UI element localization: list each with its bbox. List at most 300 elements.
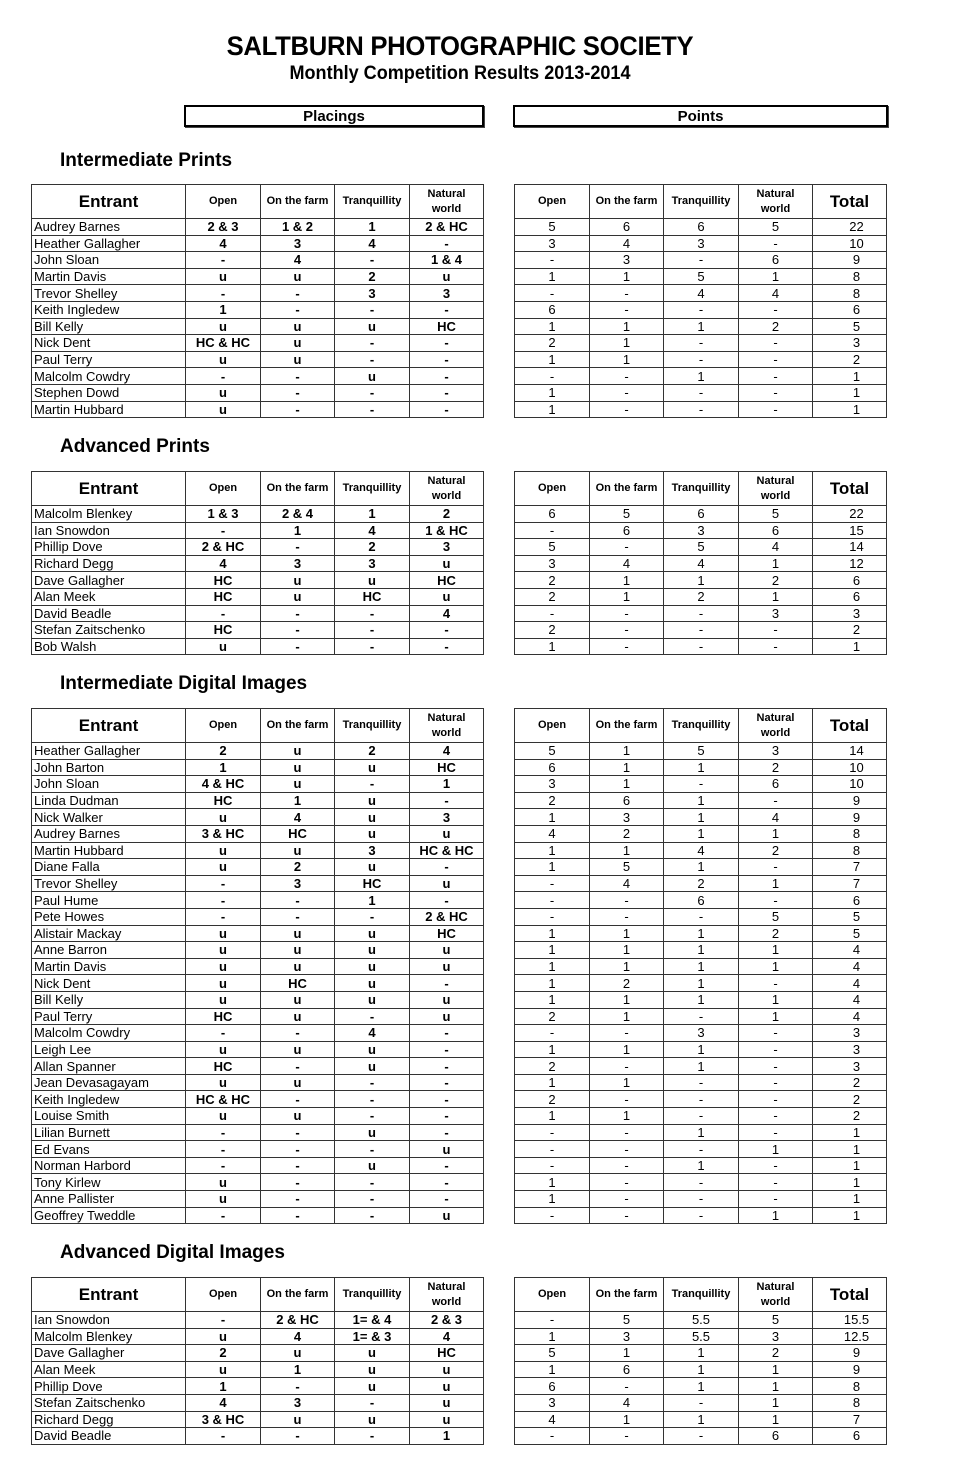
table-row — [32, 958, 484, 975]
placing-cell: - — [261, 892, 335, 909]
points-cell: 3 — [515, 235, 590, 252]
points-cell: 5 — [515, 219, 590, 236]
placing-cell: - — [410, 235, 484, 252]
table-row — [515, 1041, 887, 1058]
table-row — [32, 1191, 484, 1208]
entrant-name: Louise Smith — [32, 1108, 186, 1125]
table-row — [515, 743, 887, 760]
table-row — [515, 268, 887, 285]
table-row — [32, 875, 484, 892]
points-cell: 4 — [590, 1394, 664, 1411]
points-cell: 1 — [515, 859, 590, 876]
points-cell: - — [739, 384, 813, 401]
table-row — [32, 285, 484, 302]
placing-cell: - — [186, 1428, 261, 1445]
placing-cell: u — [410, 942, 484, 959]
points-cell: 6 — [664, 892, 739, 909]
col-open: Open — [515, 1278, 590, 1312]
points-cell: 2 — [515, 1091, 590, 1108]
points-cell: - — [664, 1174, 739, 1191]
placing-cell: 1 — [410, 1428, 484, 1445]
points-cell: 1 — [590, 1411, 664, 1428]
placing-cell: HC — [261, 825, 335, 842]
placing-cell: - — [410, 622, 484, 639]
section-title: Intermediate Digital Images — [60, 673, 308, 694]
points-cell: 5 — [664, 743, 739, 760]
placing-cell: u — [186, 1328, 261, 1345]
placing-cell: - — [410, 1124, 484, 1141]
points-cell: 1 — [664, 759, 739, 776]
points-cell: 1 — [664, 572, 739, 589]
entrant-name: Trevor Shelley — [32, 285, 186, 302]
placing-cell: 2 & HC — [186, 539, 261, 556]
placing-cell: - — [410, 1191, 484, 1208]
placing-cell: u — [261, 1074, 335, 1091]
table-row — [515, 285, 887, 302]
points-cell: 3 — [739, 1328, 813, 1345]
placing-cell: - — [335, 605, 410, 622]
points-cell: 6 — [515, 506, 590, 523]
points-cell: 3 — [739, 743, 813, 760]
points-cell: - — [664, 1091, 739, 1108]
table-row — [515, 1394, 887, 1411]
placing-cell: 1= & 3 — [335, 1328, 410, 1345]
table-row — [32, 522, 484, 539]
table-header-row — [32, 472, 484, 506]
points-cell: 1 — [590, 776, 664, 793]
table-row — [515, 942, 887, 959]
placing-cell: HC — [186, 1058, 261, 1075]
total-cell: 8 — [813, 268, 887, 285]
entrant-name: Anne Pallister — [32, 1191, 186, 1208]
points-cell: 5 — [664, 268, 739, 285]
table-row — [32, 975, 484, 992]
placing-cell: 3 — [335, 842, 410, 859]
placing-cell: u — [186, 925, 261, 942]
placing-cell: u — [335, 1157, 410, 1174]
placing-cell: 1 — [186, 301, 261, 318]
points-cell: 3 — [590, 1328, 664, 1345]
points-cell: 1 — [664, 1411, 739, 1428]
table-row — [515, 1074, 887, 1091]
col-farm: On the farm — [261, 709, 335, 743]
total-cell: 10 — [813, 776, 887, 793]
points-cell: 1 — [664, 1124, 739, 1141]
points-cell: 2 — [590, 825, 664, 842]
placing-cell: HC — [410, 318, 484, 335]
table-row — [32, 351, 484, 368]
points-cell: 6 — [739, 522, 813, 539]
points-cell: 1 — [590, 991, 664, 1008]
entrant-name: Tony Kirlew — [32, 1174, 186, 1191]
points-cell: 5.5 — [664, 1312, 739, 1329]
entrant-name: Phillip Dove — [32, 1378, 186, 1395]
document-title: SALTBURN PHOTOGRAPHIC SOCIETY — [226, 31, 694, 61]
table-row — [515, 892, 887, 909]
points-cell: 1 — [590, 1041, 664, 1058]
table-row — [32, 318, 484, 335]
total-cell: 1 — [813, 1124, 887, 1141]
placing-cell: 4 — [261, 252, 335, 269]
placing-cell: HC — [410, 759, 484, 776]
table-row — [515, 991, 887, 1008]
placing-cell: u — [261, 351, 335, 368]
total-cell: 12.5 — [813, 1328, 887, 1345]
placing-cell: HC — [410, 1345, 484, 1362]
placing-cell: u — [186, 1074, 261, 1091]
points-cell: - — [590, 1141, 664, 1158]
table-row — [515, 1328, 887, 1345]
table-row — [515, 1157, 887, 1174]
entrant-name: Richard Degg — [32, 555, 186, 572]
placing-cell: u — [335, 942, 410, 959]
placing-cell: - — [335, 1074, 410, 1091]
placing-cell: - — [186, 908, 261, 925]
table-header-row — [32, 1278, 484, 1312]
points-cell: 1 — [515, 1174, 590, 1191]
points-cell: 5 — [739, 1312, 813, 1329]
points-cell: - — [739, 622, 813, 639]
placing-cell: - — [410, 1058, 484, 1075]
entrant-name: Martin Davis — [32, 958, 186, 975]
points-cell: 1 — [590, 335, 664, 352]
points-table — [514, 1277, 887, 1445]
table-row — [32, 1361, 484, 1378]
placing-cell: - — [335, 1174, 410, 1191]
entrant-name: Stefan Zaitschenko — [32, 622, 186, 639]
points-cell: 2 — [515, 1008, 590, 1025]
placing-cell: 2 & HC — [410, 908, 484, 925]
table-row — [515, 555, 887, 572]
placing-cell: u — [261, 776, 335, 793]
col-total: Total — [813, 1278, 887, 1312]
placing-cell: - — [186, 285, 261, 302]
total-cell: 1 — [813, 1191, 887, 1208]
entrant-name: Malcolm Blenkey — [32, 1328, 186, 1345]
points-cell: - — [739, 975, 813, 992]
entrant-name: Keith Ingledew — [32, 301, 186, 318]
points-cell: 2 — [515, 1058, 590, 1075]
points-cell: 1 — [590, 318, 664, 335]
placing-cell: u — [410, 1394, 484, 1411]
total-cell: 14 — [813, 539, 887, 556]
table-row — [32, 991, 484, 1008]
table-row — [515, 235, 887, 252]
col-tranquillity: Tranquillity — [335, 472, 410, 506]
points-cell: - — [590, 539, 664, 556]
placing-cell: - — [410, 1041, 484, 1058]
entrant-name: Allan Spanner — [32, 1058, 186, 1075]
table-row — [515, 759, 887, 776]
entrant-name: Dave Gallagher — [32, 1345, 186, 1362]
col-farm: On the farm — [590, 185, 664, 219]
points-cell: 4 — [664, 285, 739, 302]
table-row — [32, 792, 484, 809]
col-open: Open — [186, 472, 261, 506]
points-cell: 1 — [515, 809, 590, 826]
col-farm: On the farm — [261, 185, 335, 219]
placing-cell: - — [261, 1141, 335, 1158]
table-row — [515, 842, 887, 859]
points-cell: 2 — [590, 975, 664, 992]
entrant-name: Linda Dudman — [32, 792, 186, 809]
table-row — [32, 859, 484, 876]
placing-cell: 2 — [261, 859, 335, 876]
col-open: Open — [186, 1278, 261, 1312]
table-header-row — [32, 185, 484, 219]
entrant-name: Audrey Barnes — [32, 825, 186, 842]
points-cell: 4 — [664, 842, 739, 859]
points-cell: 4 — [515, 1411, 590, 1428]
placing-cell: HC — [410, 572, 484, 589]
placing-cell: - — [410, 351, 484, 368]
placing-cell: - — [335, 384, 410, 401]
points-cell: - — [739, 1124, 813, 1141]
total-cell: 7 — [813, 1411, 887, 1428]
placing-cell: - — [261, 539, 335, 556]
entrant-name: Malcolm Blenkey — [32, 506, 186, 523]
col-total: Total — [813, 709, 887, 743]
points-cell: - — [664, 1108, 739, 1125]
placing-cell: - — [261, 1091, 335, 1108]
col-tranquillity: Tranquillity — [664, 709, 739, 743]
entrant-name: Richard Degg — [32, 1411, 186, 1428]
points-cell: - — [739, 401, 813, 418]
col-farm: On the farm — [261, 1278, 335, 1312]
entrant-name: Pete Howes — [32, 908, 186, 925]
total-cell: 9 — [813, 1345, 887, 1362]
total-cell: 6 — [813, 892, 887, 909]
placing-cell: 4 — [186, 235, 261, 252]
points-cell: - — [590, 1378, 664, 1395]
points-cell: - — [590, 301, 664, 318]
col-tranquillity: Tranquillity — [335, 1278, 410, 1312]
points-cell: - — [664, 638, 739, 655]
placing-cell: - — [261, 908, 335, 925]
points-cell: - — [664, 252, 739, 269]
points-cell: - — [739, 638, 813, 655]
table-row — [32, 759, 484, 776]
points-cell: 1 — [515, 1328, 590, 1345]
points-cell: 1 — [664, 1361, 739, 1378]
table-row — [32, 842, 484, 859]
table-row — [32, 335, 484, 352]
points-cell: 1 — [515, 1361, 590, 1378]
table-row — [32, 506, 484, 523]
placings-table — [31, 708, 484, 1224]
placing-cell: 1 & 4 — [410, 252, 484, 269]
points-cell: 3 — [664, 522, 739, 539]
placing-cell: 3 — [261, 555, 335, 572]
col-tranquillity: Tranquillity — [664, 185, 739, 219]
table-row — [32, 1428, 484, 1445]
points-cell: 1 — [590, 1074, 664, 1091]
points-cell: 1 — [664, 958, 739, 975]
points-cell: - — [664, 1141, 739, 1158]
total-cell: 22 — [813, 219, 887, 236]
points-cell: 5 — [739, 908, 813, 925]
placing-cell: - — [186, 892, 261, 909]
points-table — [514, 708, 887, 1224]
placing-cell: 2 — [186, 743, 261, 760]
table-row — [515, 219, 887, 236]
points-cell: - — [590, 638, 664, 655]
entrant-name: David Beadle — [32, 1428, 186, 1445]
points-cell: - — [664, 1394, 739, 1411]
placing-cell: u — [410, 268, 484, 285]
points-cell: 5 — [664, 539, 739, 556]
entrant-name: Martin Davis — [32, 268, 186, 285]
points-cell: - — [739, 1157, 813, 1174]
points-cell: - — [739, 235, 813, 252]
total-cell: 3 — [813, 1025, 887, 1042]
table-row — [32, 368, 484, 385]
points-cell: 1 — [739, 555, 813, 572]
table-row — [32, 1008, 484, 1025]
placing-cell: u — [261, 572, 335, 589]
points-cell: 1 — [590, 1108, 664, 1125]
points-cell: 2 — [515, 572, 590, 589]
placings-table — [31, 184, 484, 418]
points-cell: - — [515, 1207, 590, 1224]
points-cell: - — [739, 1191, 813, 1208]
points-cell: - — [664, 351, 739, 368]
table-row — [32, 908, 484, 925]
table-row — [515, 506, 887, 523]
points-cell: - — [664, 401, 739, 418]
placing-cell: u — [335, 1041, 410, 1058]
points-cell: - — [739, 859, 813, 876]
points-cell: - — [515, 875, 590, 892]
placing-cell: 1 — [261, 1361, 335, 1378]
points-cell: 6 — [739, 776, 813, 793]
entrant-name: Paul Terry — [32, 351, 186, 368]
points-cell: 1 — [664, 991, 739, 1008]
placing-cell: u — [186, 384, 261, 401]
entrant-name: John Barton — [32, 759, 186, 776]
table-row — [515, 522, 887, 539]
points-cell: 1 — [515, 318, 590, 335]
placing-cell: - — [335, 401, 410, 418]
points-cell: - — [739, 1025, 813, 1042]
points-cell: 2 — [515, 335, 590, 352]
placing-cell: 4 & HC — [186, 776, 261, 793]
placing-cell: 2 — [335, 268, 410, 285]
points-cell: 1 — [664, 825, 739, 842]
placing-cell: u — [261, 1411, 335, 1428]
points-cell: 3 — [515, 776, 590, 793]
placing-cell: u — [410, 825, 484, 842]
placing-cell: 3 — [410, 285, 484, 302]
total-cell: 1 — [813, 368, 887, 385]
points-cell: - — [590, 1025, 664, 1042]
placing-cell: u — [335, 825, 410, 842]
total-cell: 7 — [813, 875, 887, 892]
placing-cell: 1 — [335, 506, 410, 523]
points-cell: 2 — [739, 572, 813, 589]
placing-cell: u — [335, 572, 410, 589]
table-row — [515, 975, 887, 992]
placing-cell: HC & HC — [410, 842, 484, 859]
placing-cell: - — [261, 384, 335, 401]
placing-cell: - — [186, 1141, 261, 1158]
placing-cell: u — [186, 1361, 261, 1378]
entrant-name: Jean Devasagayam — [32, 1074, 186, 1091]
placing-cell: u — [261, 1345, 335, 1362]
points-cell: 1 — [515, 991, 590, 1008]
placing-cell: - — [261, 1378, 335, 1395]
col-open: Open — [186, 185, 261, 219]
table-row — [515, 1378, 887, 1395]
entrant-name: Diane Falla — [32, 859, 186, 876]
placing-cell: u — [261, 925, 335, 942]
placing-cell: u — [261, 991, 335, 1008]
placing-cell: - — [261, 401, 335, 418]
total-cell: 1 — [813, 384, 887, 401]
entrant-name: Audrey Barnes — [32, 219, 186, 236]
table-row — [515, 1345, 887, 1362]
table-row — [32, 252, 484, 269]
placing-cell: - — [410, 401, 484, 418]
points-cell: - — [664, 776, 739, 793]
placing-cell: - — [410, 859, 484, 876]
points-cell: 1 — [664, 859, 739, 876]
col-farm: On the farm — [590, 472, 664, 506]
placing-cell: HC — [410, 925, 484, 942]
col-entrant: Entrant — [32, 472, 186, 506]
placing-cell: u — [186, 809, 261, 826]
placing-cell: u — [186, 1191, 261, 1208]
entrant-name: Norman Harbord — [32, 1157, 186, 1174]
points-cell: - — [515, 1157, 590, 1174]
points-cell: 6 — [739, 252, 813, 269]
table-row — [515, 638, 887, 655]
placing-cell: u — [186, 401, 261, 418]
points-cell: - — [739, 301, 813, 318]
placing-cell: HC — [186, 622, 261, 639]
points-cell: - — [739, 1091, 813, 1108]
total-cell: 10 — [813, 235, 887, 252]
placing-cell: - — [410, 335, 484, 352]
table-row — [32, 925, 484, 942]
table-row — [515, 318, 887, 335]
points-cell: 6 — [515, 301, 590, 318]
points-table — [514, 184, 887, 418]
points-cell: 1 — [664, 1157, 739, 1174]
placing-cell: - — [261, 622, 335, 639]
placing-cell: - — [261, 1428, 335, 1445]
placing-cell: - — [335, 1191, 410, 1208]
points-cell: 6 — [664, 219, 739, 236]
placing-cell: 3 — [261, 235, 335, 252]
points-cell: 5 — [515, 743, 590, 760]
placing-cell: u — [261, 588, 335, 605]
placing-cell: - — [335, 301, 410, 318]
total-cell: 6 — [813, 588, 887, 605]
table-row — [32, 235, 484, 252]
placing-cell: - — [410, 1074, 484, 1091]
points-cell: 1 — [590, 588, 664, 605]
placing-cell: u — [410, 1008, 484, 1025]
total-cell: 10 — [813, 759, 887, 776]
placing-cell: - — [410, 1108, 484, 1125]
points-cell: 1 — [664, 1041, 739, 1058]
points-cell: - — [664, 301, 739, 318]
table-row — [515, 622, 887, 639]
placing-cell: HC & HC — [186, 335, 261, 352]
placing-cell: - — [261, 285, 335, 302]
points-cell: 1 — [664, 942, 739, 959]
